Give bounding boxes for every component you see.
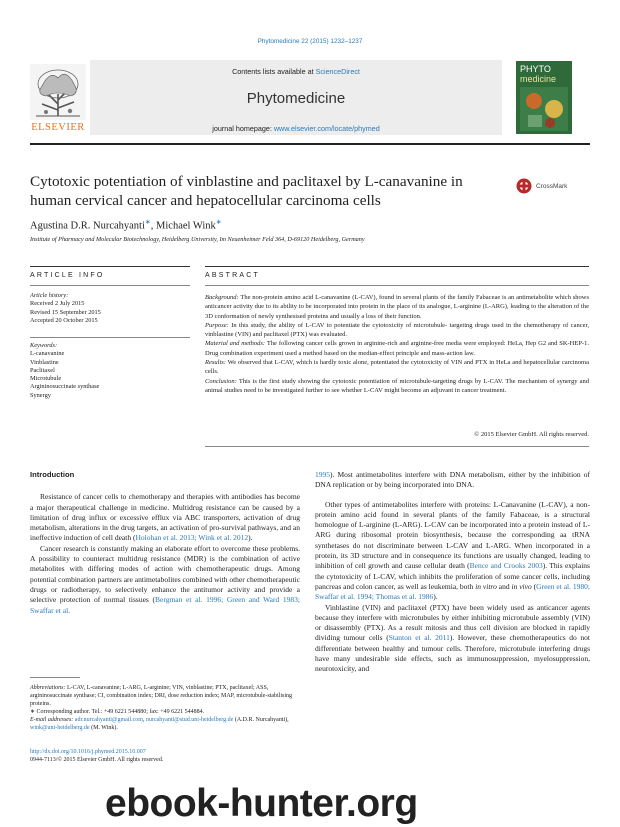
citation-link[interactable]: Holohan et al. 2013; Wink et al. 2012 bbox=[135, 533, 249, 543]
article-history: Article history: Received 2 July 2015 Revised 15 September 2015 Accepted 20 October 2015 bbox=[30, 292, 101, 324]
abstract-rule bbox=[205, 266, 589, 267]
journal-header-band bbox=[90, 60, 502, 135]
body-paragraph: 1995). Most antimetabolites interfere with DNA metabolism, either by the inhibition of DNA replication or by being incorporated into DNA. bbox=[315, 470, 590, 490]
journal-cover-image bbox=[516, 61, 572, 134]
keyword: Synergy bbox=[30, 391, 51, 399]
body-left-column bbox=[30, 470, 300, 616]
body-right-column bbox=[315, 470, 590, 675]
body-paragraph: Resistance of cancer cells to chemotherapy and therapies with antibodies has become a major therapeutical challenge in medicine. Multidrug resistance can be caused by a limitation of drug influx or excessive efflux via ABC transporters, activation of drug metabolism, alterations in the drug targets, an activation of pro-survival pathways, and an ineffective induction of cell death (Holohan et al. 2013; Wink et al. 2012). bbox=[30, 492, 300, 543]
body-paragraph: Other types of antimetabolites interfere with proteins: L-Canavanine (L-CAV), a non-protein amino acid found in several plants of the family Fabaceae, is a structural homologue of L-arginine (L-ARG). L-CAV can be incorporated into a protein instead of L-ARG during ribosomal protein biosynthesis, because the corresponding aa tRNA synthetases do not discriminate between L-CAV and L-ARG. When incorporated in a protein, its 3D structure and in consequence its functions are usually changed, leading to inhibition of cell growth and cause cellular death (Bence and Crooks 2003). This explains the cytotoxicity of L-CAV, which inhibits the proliferation of some cancer cells, including pancreas and colon cancer, as well as leukemia, both in vitro and in vivo (Green et al. 1980; Swaffar et al. 1994; Thomas et al. 1986). bbox=[315, 499, 590, 602]
section-heading: Introduction bbox=[30, 470, 75, 479]
citation-link[interactable]: Bence and Crooks 2003 bbox=[469, 561, 543, 571]
abstract-copyright: © 2015 Elsevier GmbH. All rights reserved. bbox=[474, 431, 589, 438]
body-paragraph: Cancer research is constantly making an elaborate effort to overcome these problems. A possibility to counteract multidrug resistance (MDR) is the combination of active metabolites with differing modes of action with chemotherapeutic drugs. Among potential combination partners are antimetabolites combined with other chemotherapeutic drugs or radiotherapy, to selectively enhance the antitumor activity and provide a selective protection of normal tissues (Bergman et al. 1996; Green and Ward 1983; Swaffar et al. bbox=[30, 543, 300, 615]
abstract-body: Background: The non-protein amino acid L-canavanine (L-CAV), found in several plants of the family Fabaceae is an antimetabolite which shows anticancer activity due to its ability to be incorporated into protein in the place of its analogue, L-arginine (L-ARG), leading to the alteration of the 3D conformation of newly synthesised proteins and usually a loss of their function. Purpose: In this study, the ability of L-CAV to potentiate the cytotoxicity of microtubule- targeting drugs used in the chemotherapy of cancer, vinblastine (VIN) and paclitaxel (PTX) was evaluated. Material and methods: The following cancer cells grown in arginine-rich and arginine-free media were employed: HeLa, Hep G2 and SK-HEP-1. Drug combination experiment used a method based on the median-effect principle and mass-action law. Results: We observed that L-CAV, which is hardly toxic alone, potentiated the cytotoxicity of VIN and PTX in HeLa and hepatocellular carcinoma cells. Conclusion: This is the first study showing the cytotoxic potentiation of microtubule-targeting drugs by L-CAV. The mechanism of synergy and animal studies need to be investigated further to see whether L-CAV might become an adjuvant in cancer treatment. bbox=[205, 294, 589, 394]
article-info-heading: ARTICLE INFO bbox=[30, 272, 105, 279]
info-rule bbox=[30, 285, 190, 286]
cover-title: PHYTO bbox=[520, 64, 551, 74]
info-rule bbox=[30, 337, 190, 338]
citation-link[interactable]: Stanton et al. 2011 bbox=[388, 633, 450, 643]
author-mark[interactable]: ∗ bbox=[215, 218, 222, 226]
keyword: Paclitaxel bbox=[30, 366, 55, 374]
email-link[interactable]: adr.nurcahyanti@gmail.com bbox=[74, 717, 143, 723]
doi-block bbox=[30, 748, 300, 764]
keyword: Vinblastine bbox=[30, 358, 59, 366]
keyword: Argininosuccinate synthase bbox=[30, 383, 100, 391]
author-mark[interactable]: ∗ bbox=[144, 218, 151, 226]
crossmark-icon[interactable] bbox=[516, 178, 532, 194]
article-title: Cytotoxic potentiation of vinblastine and paclitaxel by L-canavanine in human cervical cancer and hepatocellular carcinoma cells bbox=[30, 173, 463, 209]
footnote-rule bbox=[30, 677, 80, 678]
header-rule bbox=[30, 143, 590, 145]
contents-line: Contents lists available at ScienceDirect bbox=[232, 67, 360, 76]
abstract-rule bbox=[205, 446, 589, 447]
info-rule bbox=[30, 266, 190, 267]
watermark: ebook-hunter.org bbox=[105, 782, 418, 825]
author-name: Agustina D.R. Nurcahyanti bbox=[30, 220, 145, 232]
crossmark-label[interactable]: CrossMark bbox=[536, 183, 568, 190]
homepage-link[interactable]: www.elsevier.com/locate/phymed bbox=[273, 124, 380, 133]
email-link[interactable]: nurcahyanti@stud.uni-heidelberg.de bbox=[145, 717, 234, 723]
doi-link[interactable]: http://dx.doi.org/10.1016/j.phymed.2015.10.007 bbox=[30, 749, 146, 755]
journal-reference[interactable]: Phytomedicine 22 (2015) 1232–1237 bbox=[257, 38, 363, 45]
keyword: L-canavanine bbox=[30, 350, 65, 358]
author-list: Agustina D.R. Nurcahyanti∗, Michael Wink∗ bbox=[30, 218, 222, 232]
body-paragraph: Vinblastine (VIN) and paclitaxel (PTX) have been widely used as anticancer agents because they interfere with microtubules by either inhibiting microtubule assembly (VIN) or disassembly (PTX). As a result mitosis and thus cell division are blocked in rapidly dividing tumour cells (Stanton et al. 2011). However, these chemotherapeutics do not differentiate between healthy and tumour cells. Therefore, microtubule interfering drugs have many undesirable side effects, such as immunosuppression, myelosuppression, neurotoxicity, and bbox=[315, 602, 590, 674]
citation-link[interactable]: Bergman et al. 1996; Green and Ward 1983; Swaffar et al. bbox=[30, 595, 300, 615]
journal-homepage: journal homepage: www.elsevier.com/locate/phymed bbox=[212, 124, 380, 133]
keywords-list: Keywords: L-canavanine Vinblastine Paclitaxel Microtubule Argininosuccinate synthase Synergy bbox=[30, 342, 190, 400]
citation-link[interactable]: Green et al. 1980; Swaffar et al. 1994; Thomas et al. 1986 bbox=[315, 581, 590, 602]
footnotes: Abbreviations: L-CAV, L-canavanine; L-ARG, L-arginine; VIN, vinblastine; PTX, paclitaxel; ASS, argininosuccinate synthase; CI, combination index; DRI, dose reduction index; MAP, microtubule-stabilising proteins. ∗ Corresponding author. Tel.: +49 6221 544880; fax: +49 6221 544884. E-mail addresses: adr.nurcahyanti@gmail.com, nurcahyanti@stud.uni-heidelberg.de (A.D.R. Nurcahyanti), wink@uni-heidelberg.de (M. Wink). bbox=[30, 685, 293, 731]
sciencedirect-link[interactable]: ScienceDirect bbox=[315, 67, 360, 76]
issn-line: 0944-7113/© 2015 Elsevier GmbH. All rights reserved. bbox=[30, 757, 164, 763]
citation-link[interactable]: 1995 bbox=[315, 470, 330, 479]
cover-subtitle: medicine bbox=[520, 74, 557, 84]
cover-plant-icon bbox=[520, 87, 568, 131]
email-link[interactable]: wink@uni-heidelberg.de bbox=[30, 725, 90, 731]
author-name: Michael Wink bbox=[156, 220, 216, 232]
abstract-heading: ABSTRACT bbox=[205, 272, 260, 279]
keyword: Microtubule bbox=[30, 375, 62, 383]
abstract-rule bbox=[205, 285, 589, 286]
elsevier-wordmark: ELSEVIER bbox=[31, 122, 85, 133]
journal-name: Phytomedicine bbox=[246, 90, 346, 107]
affiliation: Institute of Pharmacy and Molecular Biotechnology, Heidelberg University, Im Neuenheimer Feld 364, D-69120 Heidelberg, Germany bbox=[30, 236, 365, 243]
